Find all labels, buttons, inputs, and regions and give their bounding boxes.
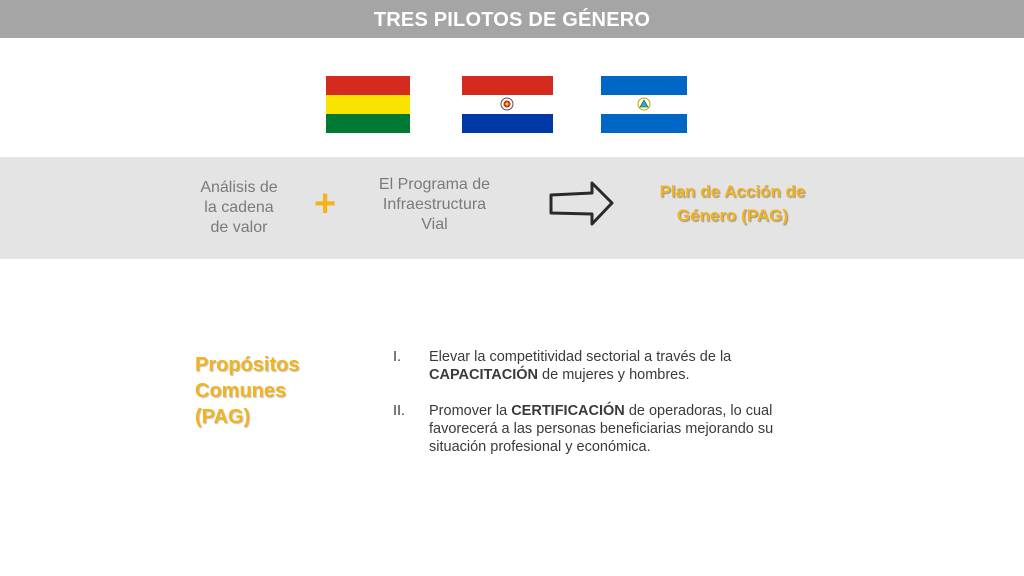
step-program-line-1: El Programa de — [378, 176, 491, 193]
purposes-heading-line-3: (PAG) — [195, 406, 251, 428]
step-value-chain-line-3: de valor — [210, 219, 268, 236]
right-arrow-icon — [548, 180, 616, 228]
nicaragua-flag-bottom-blue-band — [601, 114, 687, 133]
slide-title: TRES PILOTOS DE GÉNERO — [0, 0, 1024, 38]
purposes-list — [393, 348, 813, 474]
list-numeral: II. — [393, 403, 406, 419]
bolivia-flag-red-band — [326, 76, 410, 95]
nicaragua-flag-top-blue-band — [601, 76, 687, 95]
list-text-bold: CERTIFICACIÓN — [511, 403, 625, 419]
bolivia-flag-green-band — [326, 114, 410, 133]
bolivia-flag — [326, 76, 410, 133]
list-text-pre: Promover la — [429, 403, 512, 419]
nicaragua-triangle-icon — [637, 97, 651, 111]
step-program-line-3: Vial — [421, 216, 448, 233]
list-item-text — [429, 402, 813, 456]
purposes-heading-line-1: Propósitos — [195, 354, 300, 376]
list-text-pre: Elevar la competitividad sectorial a través de la — [429, 349, 732, 365]
list-item — [393, 348, 813, 384]
list-text-post: de mujeres y hombres. — [538, 367, 690, 383]
list-text-post: de operadoras, lo cual favorecerá a las personas beneficiarias mejorando su situación profesional y económica. — [429, 403, 774, 455]
paraguay-flag-red-band — [462, 76, 553, 95]
process-band — [0, 157, 1024, 259]
step-program-line-2: Infraestructura — [382, 196, 487, 213]
paraguay-seal-icon — [500, 97, 514, 111]
list-text-bold: CAPACITACIÓN — [429, 367, 539, 383]
common-purposes-heading — [195, 352, 355, 430]
list-numeral: I. — [393, 349, 402, 365]
plus-sign: + — [314, 183, 337, 225]
step-value-chain-line-1: Análisis de — [200, 179, 278, 196]
bolivia-flag-yellow-band — [326, 95, 410, 114]
result-line-1: Plan de Acción de — [659, 182, 806, 201]
purposes-heading-line-2: Comunes — [195, 380, 287, 402]
list-item-text — [429, 348, 813, 384]
paraguay-flag-blue-band — [462, 114, 553, 133]
paraguay-flag — [462, 76, 553, 133]
step-value-chain-analysis — [182, 178, 296, 238]
result-line-2: Género (PAG) — [676, 206, 789, 225]
gender-action-plan-result — [630, 180, 835, 228]
list-item — [393, 402, 813, 456]
step-value-chain-line-2: la cadena — [204, 199, 274, 216]
nicaragua-flag — [601, 76, 687, 133]
step-road-infrastructure-program — [362, 175, 507, 235]
